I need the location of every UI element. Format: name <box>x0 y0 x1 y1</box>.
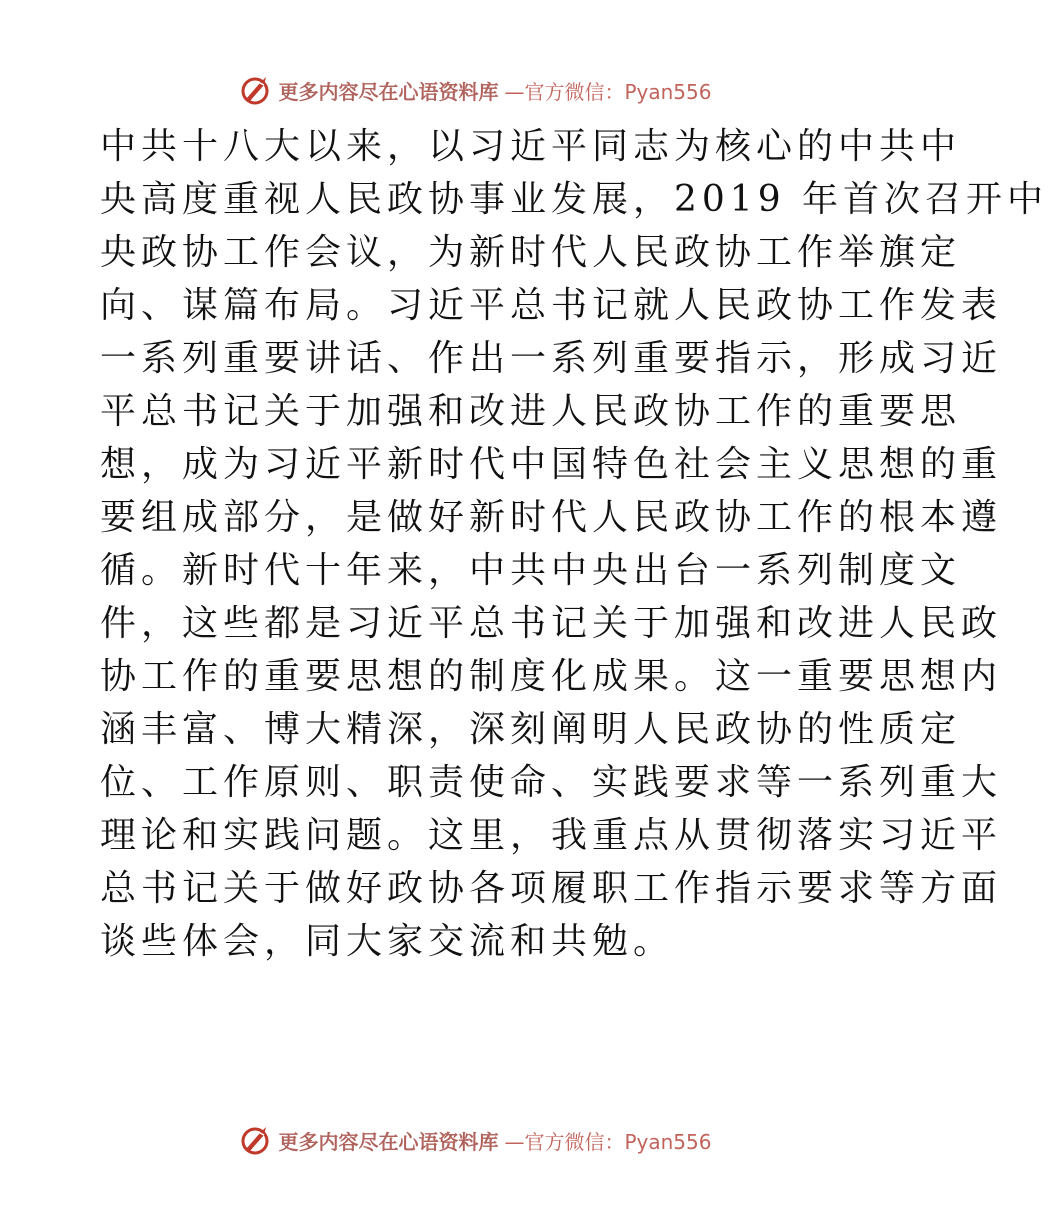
body-line: 中共十八大以来，以习近平同志为核心的中共中 <box>100 126 962 167</box>
body-line: 央高度重视人民政协事业发展，2019 年首次召开中 <box>100 179 1048 220</box>
body-line: 想，成为习近平新时代中国特色社会主义思想的重 <box>100 444 1003 485</box>
body-line: 涵丰富、博大精深，深刻阐明人民政协的性质定 <box>100 709 962 750</box>
body-line: 央政协工作会议，为新时代人民政协工作举旗定 <box>100 232 962 273</box>
body-line: 平总书记关于加强和改进人民政协工作的重要思 <box>100 391 962 432</box>
body-line: 一系列重要讲话、作出一系列重要指示，形成习近 <box>100 338 1003 379</box>
body-line: 总书记关于做好政协各项履职工作指示要求等方面 <box>100 868 1003 909</box>
footer-tagline: 更多内容尽在心语资料库 <box>278 1129 499 1154</box>
body-line: 件，这些都是习近平总书记关于加强和改进人民政 <box>100 603 1003 644</box>
footer-wechat-id: —官方微信：Pyan556 <box>504 1129 712 1154</box>
body-line: 循。新时代十年来，中共中央出台一系列制度文 <box>100 550 962 591</box>
body-line: 协工作的重要思想的制度化成果。这一重要思想内 <box>100 656 1003 697</box>
body-line: 向、谋篇布局。习近平总书记就人民政协工作发表 <box>100 285 1003 326</box>
body-line: 位、工作原则、职责使命、实践要求等一系列重大 <box>100 762 1003 803</box>
pen-nib-logo-icon <box>238 73 272 107</box>
article-body <box>100 120 1048 968</box>
header-tagline: 更多内容尽在心语资料库 <box>278 79 499 104</box>
pen-nib-logo-icon <box>238 1123 272 1157</box>
body-line: 理论和实践问题。这里，我重点从贯彻落实习近平 <box>100 815 1003 856</box>
footer-banner <box>0 1120 950 1160</box>
header-wechat-id: —官方微信：Pyan556 <box>504 79 712 104</box>
body-line: 谈些体会，同大家交流和共勉。 <box>100 921 675 962</box>
body-line: 要组成部分，是做好新时代人民政协工作的根本遵 <box>100 497 1003 538</box>
header-banner <box>0 70 950 110</box>
